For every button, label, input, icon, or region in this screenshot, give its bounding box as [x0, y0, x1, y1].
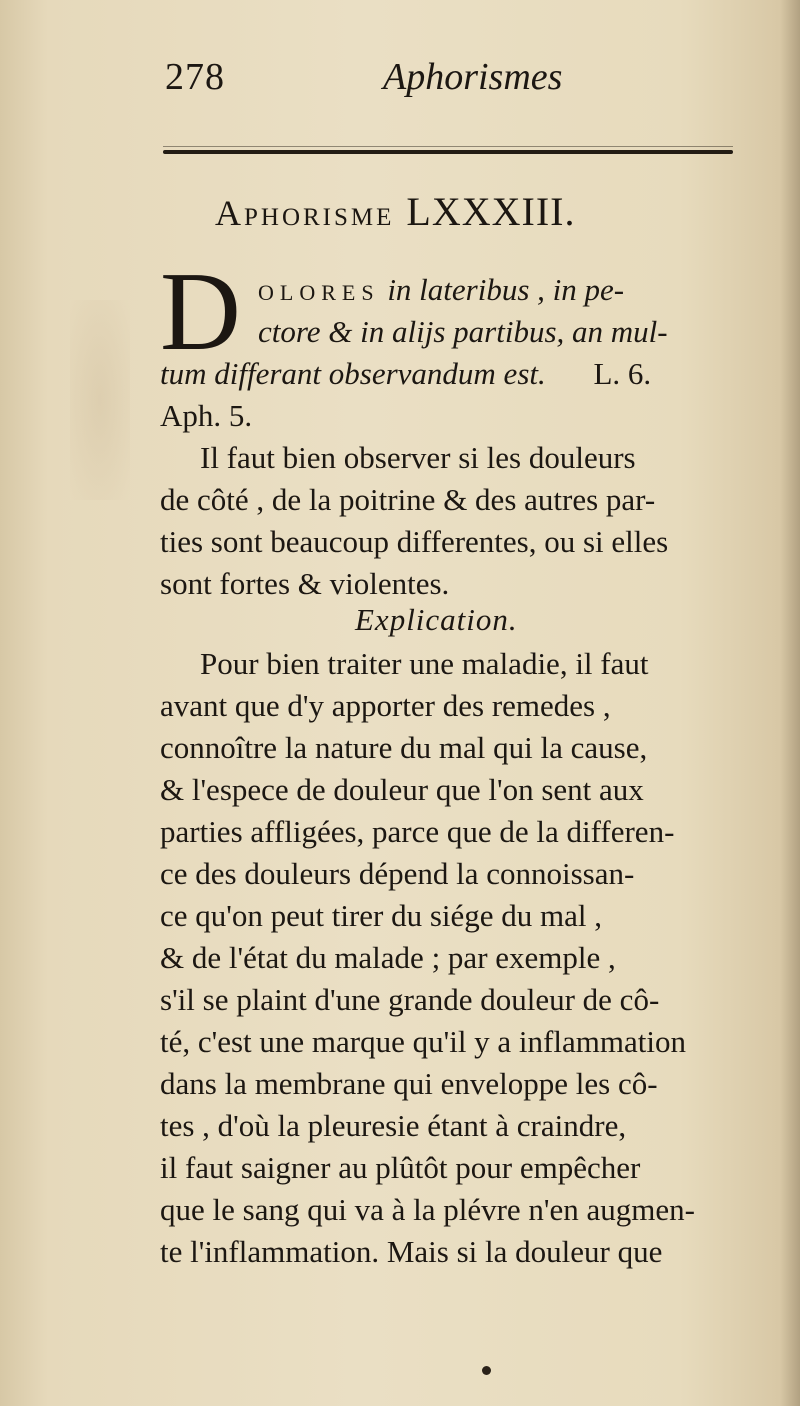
explication-line: dans la membrane qui enveloppe les cô-	[160, 1066, 658, 1101]
aphorism-heading	[215, 188, 575, 235]
explication-line: s'il se plaint d'une grande douleur de cô-	[160, 982, 660, 1017]
explication-line: Pour bien traiter une maladie, il faut	[200, 646, 649, 681]
latin-line-3	[160, 354, 651, 394]
page-header	[165, 55, 735, 115]
aphorism-heading-label: Aphorisme	[215, 193, 395, 233]
explication-line: avant que d'y apporter des remedes ,	[160, 688, 611, 723]
latin-line-1	[258, 270, 624, 310]
header-rule	[163, 150, 733, 154]
explication-line: parties affligées, parce que de la differen-	[160, 814, 675, 849]
explication-line: & l'espece de douleur que l'on sent aux	[160, 772, 644, 807]
french-line: Il faut bien observer si les douleurs	[200, 440, 636, 475]
page-number: 278	[165, 56, 225, 98]
explication-line: il faut saigner au plûtôt pour empêcher	[160, 1150, 641, 1185]
explication-title: Explication.	[355, 602, 518, 637]
french-line: ties sont beaucoup differentes, ou si elles	[160, 524, 669, 559]
french-line: sont fortes & violentes.	[160, 566, 450, 601]
latin-line-3-text: tum differant observandum est.	[160, 356, 546, 391]
explication-line: te l'inflammation. Mais si la douleur que	[160, 1234, 663, 1269]
latin-line-2: ctore & in alijs partibus, an mul-	[258, 314, 668, 349]
ink-dot	[482, 1366, 491, 1375]
explication-line: ce des douleurs dépend la connoissan-	[160, 856, 635, 891]
explication-line: tes , d'où la pleuresie étant à craindre,	[160, 1108, 627, 1143]
header-rule-thin	[163, 146, 733, 147]
latin-line-1-smallcaps: olores	[258, 272, 380, 307]
aphorism-number: LXXXIII.	[406, 189, 576, 234]
latin-line-1-rest: in lateribus , in pe-	[387, 272, 625, 307]
french-line: de côté , de la poitrine & des autres par-	[160, 482, 656, 517]
explication-line: que le sang qui va à la plévre n'en augmen-	[160, 1192, 695, 1227]
latin-line-4: Aph. 5.	[160, 398, 253, 433]
explication-line: & de l'état du malade ; par exemple ,	[160, 940, 616, 975]
drop-cap: D	[160, 250, 241, 374]
latin-reference: L. 6.	[593, 356, 652, 391]
explication-line: connoître la nature du mal qui la cause,	[160, 730, 648, 765]
paper-stain	[70, 300, 130, 500]
explication-line: té, c'est une marque qu'il y a inflammation	[160, 1024, 686, 1059]
explication-line: ce qu'on peut tirer du siége du mal ,	[160, 898, 603, 933]
running-title: Aphorismes	[383, 56, 563, 98]
